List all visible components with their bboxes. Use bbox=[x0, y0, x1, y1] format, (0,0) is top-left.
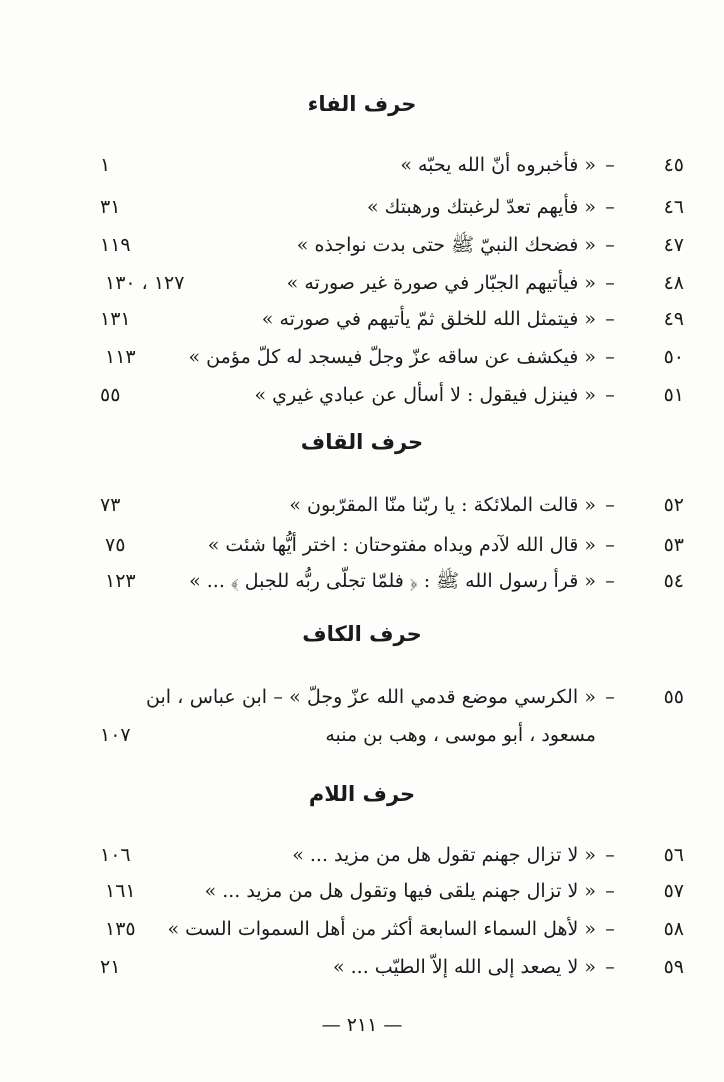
index-entry bbox=[0, 528, 724, 562]
entry-text: « فيتمثل الله للخلق ثمّ يأتيهم في صورته » bbox=[261, 308, 596, 330]
index-entry bbox=[0, 874, 724, 908]
entry-number: ٥٠ bbox=[663, 346, 684, 368]
index-entry bbox=[0, 228, 724, 262]
entry-number: ٤٦ bbox=[663, 196, 684, 218]
entry-number: ٥٦ bbox=[663, 844, 684, 866]
index-entry bbox=[0, 912, 724, 946]
index-entry bbox=[0, 340, 724, 374]
index-entry bbox=[0, 950, 724, 984]
entry-pages: ١٠٧ bbox=[100, 724, 131, 746]
entry-text: « فأخبروه أنّ الله يحبّه » bbox=[400, 154, 596, 176]
entry-pages: ٣١ bbox=[100, 196, 121, 218]
entry-pages: ١ bbox=[100, 154, 111, 176]
entry-pages: ٥٥ bbox=[100, 384, 121, 406]
entry-dash: – bbox=[605, 272, 615, 294]
entry-dash: – bbox=[605, 844, 615, 866]
entry-number: ٤٥ bbox=[663, 154, 684, 176]
entry-pages: ١٢٣ bbox=[105, 570, 136, 592]
entry-dash: – bbox=[605, 154, 615, 176]
entry-pages: ١٢٧ ، ١٣٠ bbox=[105, 272, 185, 294]
entry-number: ٥٥ bbox=[663, 686, 684, 708]
entry-pages: ١١٩ bbox=[100, 234, 131, 256]
entry-text: « فيكشف عن ساقه عزّ وجلّ فيسجد له كلّ مؤمن » bbox=[188, 346, 596, 368]
section-heading-qaf: حرف القاف bbox=[300, 430, 424, 454]
section-heading-lam: حرف اللام bbox=[308, 782, 416, 806]
entry-pages: ٢١ bbox=[100, 956, 121, 978]
entry-pages: ٧٥ bbox=[105, 534, 126, 556]
entry-text: « قرأ رسول الله ﷺ : ﴿ فلمّا تجلّى ربُّه للجبل ﴾ ... » bbox=[189, 570, 596, 592]
entry-dash: – bbox=[605, 494, 615, 516]
entry-number: ٤٨ bbox=[663, 272, 684, 294]
entry-number: ٥٢ bbox=[663, 494, 684, 516]
entry-text: « قالت الملائكة : يا ربّنا منّا المقرّبون » bbox=[289, 494, 596, 516]
page-number: — ٢١١ — bbox=[321, 1014, 403, 1036]
entry-text-line1: « الكرسي موضع قدمي الله عزّ وجلّ » – ابن عباس ، ابن bbox=[146, 686, 596, 708]
entry-text: « فضحك النبيّ ﷺ حتى بدت نواجذه » bbox=[296, 234, 596, 256]
index-entry bbox=[0, 680, 724, 760]
index-entry bbox=[0, 266, 724, 300]
entry-text: « لا تزال جهنم يلقى فيها وتقول هل من مزيد ... » bbox=[204, 880, 596, 902]
entry-pages: ٧٣ bbox=[100, 494, 121, 516]
entry-dash: – bbox=[605, 308, 615, 330]
entry-number: ٥٨ bbox=[663, 918, 684, 940]
entry-pages: ١٦١ bbox=[105, 880, 136, 902]
entry-dash: – bbox=[605, 534, 615, 556]
entry-dash: – bbox=[605, 234, 615, 256]
section-heading-faa: حرف الفاء bbox=[307, 92, 417, 116]
entry-pages: ١٣٥ bbox=[105, 918, 136, 940]
entry-text: « قال الله لآدم ويداه مفتوحتان : اختر أيُّها شئت » bbox=[207, 534, 596, 556]
entry-dash: – bbox=[605, 196, 615, 218]
entry-dash: – bbox=[605, 570, 615, 592]
entry-number: ٥٩ bbox=[663, 956, 684, 978]
index-entry bbox=[0, 148, 724, 182]
entry-text-line2: مسعود ، أبو موسى ، وهب بن منبه bbox=[325, 724, 596, 746]
entry-pages: ١١٣ bbox=[105, 346, 136, 368]
index-entry bbox=[0, 838, 724, 872]
entry-number: ٥٣ bbox=[663, 534, 684, 556]
entry-text: « لا يصعد إلى الله إلاّ الطيّب ... » bbox=[332, 956, 596, 978]
entry-pages: ١٣١ bbox=[100, 308, 131, 330]
index-entry bbox=[0, 488, 724, 522]
entry-number: ٤٩ bbox=[663, 308, 684, 330]
entry-dash: – bbox=[605, 956, 615, 978]
entry-text: « لأهل السماء السابعة أكثر من أهل السموات الست » bbox=[167, 918, 596, 940]
index-entry bbox=[0, 190, 724, 224]
entry-text: « لا تزال جهنم تقول هل من مزيد ... » bbox=[292, 844, 596, 866]
entry-text: « فينزل فيقول : لا أسأل عن عبادي غيري » bbox=[254, 384, 596, 406]
entry-text: « فأيهم تعدّ لرغبتك ورهبتك » bbox=[367, 196, 596, 218]
entry-number: ٥٧ bbox=[663, 880, 684, 902]
index-entry bbox=[0, 302, 724, 336]
entry-dash: – bbox=[605, 918, 615, 940]
entry-dash: – bbox=[605, 346, 615, 368]
entry-dash: – bbox=[605, 880, 615, 902]
entry-text: « فيأتيهم الجبّار في صورة غير صورته » bbox=[286, 272, 596, 294]
entry-dash: – bbox=[605, 384, 615, 406]
entry-number: ٥١ bbox=[663, 384, 684, 406]
entry-number: ٥٤ bbox=[663, 570, 684, 592]
index-entry bbox=[0, 378, 724, 412]
entry-pages: ١٠٦ bbox=[100, 844, 131, 866]
entry-dash: – bbox=[605, 686, 615, 708]
entry-number: ٤٧ bbox=[663, 234, 684, 256]
section-heading-kaf: حرف الكاف bbox=[302, 622, 422, 646]
index-entry bbox=[0, 564, 724, 598]
